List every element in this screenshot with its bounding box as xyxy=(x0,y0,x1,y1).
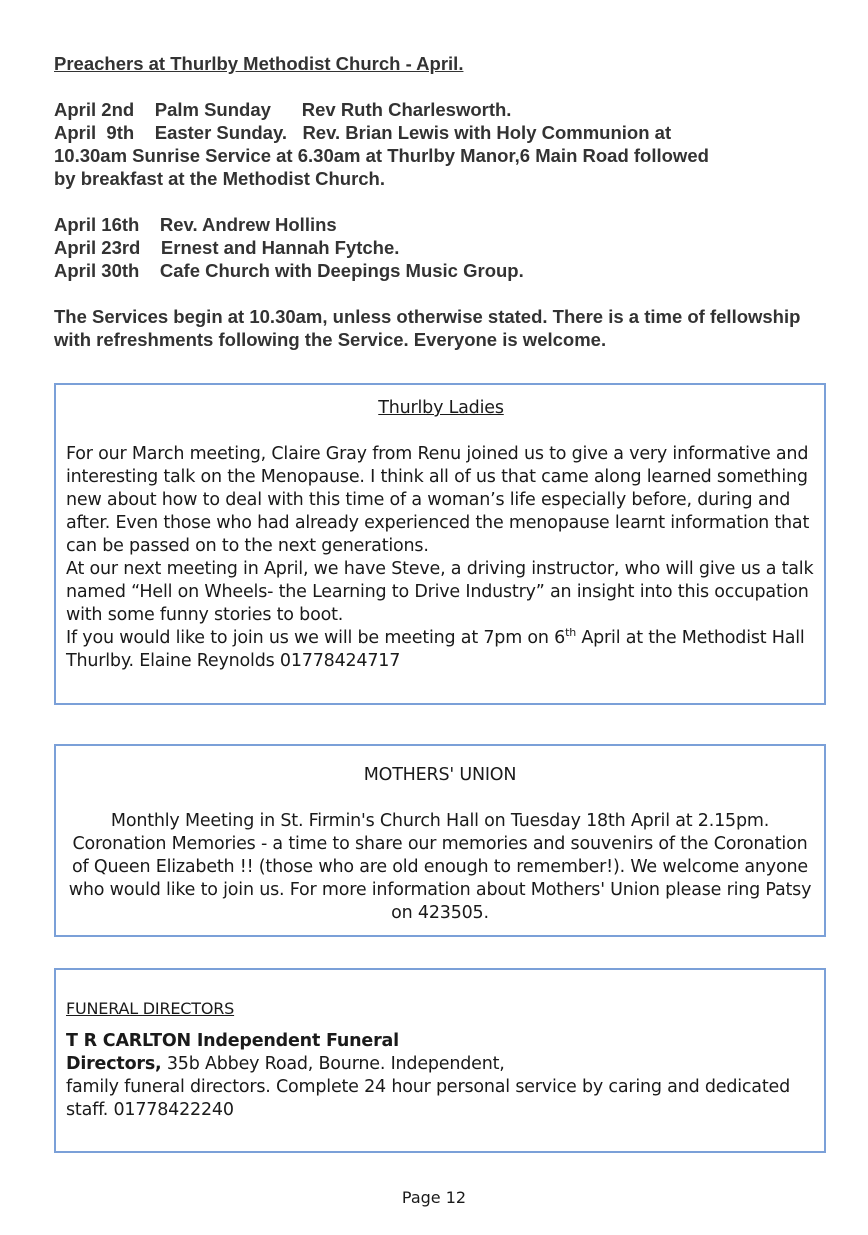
preacher-row: April 30th Cafe Church with Deepings Music Group. xyxy=(54,260,524,281)
funeral-directors-box xyxy=(54,968,826,1153)
para3-sup: th xyxy=(565,626,576,640)
mothers-union-box xyxy=(54,744,826,937)
funeral-name-line: T R CARLTON Independent Funeral xyxy=(66,1031,399,1051)
funeral-address: 35b Abbey Road, Bourne. Independent, xyxy=(161,1054,505,1074)
preacher-row: April 23rd Ernest and Hannah Fytche. xyxy=(54,237,400,258)
funeral-description: family funeral directors. Complete 24 hour personal service by caring and dedicated staff. 01778422240 xyxy=(66,1077,790,1120)
funeral-name-suffix: Directors, xyxy=(66,1054,162,1074)
thurlby-ladies-para-2: At our next meeting in April, we have Steve, a driving instructor, who will give us a talk named “Hell on Wheels- the Learning to Drive Industry” an insight into this occupation with some funny stories to boot. xyxy=(66,559,814,625)
para3-before: If you would like to join us we will be meeting at 7pm on 6 xyxy=(66,628,566,648)
services-note: The Services begin at 10.30am, unless otherwise stated. There is a time of fellowship with refreshments following the Service. Everyone is welcome. xyxy=(54,306,801,350)
funeral-address-line xyxy=(66,1053,816,1076)
thurlby-ladies-para-3 xyxy=(66,627,816,673)
preachers-title: Preachers at Thurlby Methodist Church - April. xyxy=(54,53,464,74)
mothers-union-body: Monthly Meeting in St. Firmin's Church Hall on Tuesday 18th April at 2.15pm. Coronation Memories - a time to share our memories and souvenirs of the Coronation of Queen Elizabeth !! (those who are old enough to remember!). We welcome anyone who would like to join us. For more information about Mothers' Union please ring Patsy on 423505. xyxy=(68,811,812,923)
preachers-section xyxy=(54,52,814,351)
preacher-row: April 16th Rev. Andrew Hollins xyxy=(54,214,337,235)
para3-after: April at the Methodist Hall Thurlby. Elaine Reynolds 01778424717 xyxy=(66,628,805,671)
thurlby-ladies-para-1: For our March meeting, Claire Gray from Renu joined us to give a very informative and interesting talk on the Menopause. I think all of us that came along learned something new about how to deal with this time of a woman’s life especially before, during and after. Even those who had already experienced the menopause learnt information that can be passed on to the next generations. xyxy=(66,444,810,556)
thurlby-ladies-box xyxy=(54,383,826,705)
page-number: Page 12 xyxy=(401,1188,467,1207)
mothers-union-heading: MOTHERS' UNION xyxy=(363,765,517,785)
funeral-directors-heading: FUNERAL DIRECTORS xyxy=(66,999,235,1018)
thurlby-ladies-heading: Thurlby Ladies xyxy=(378,398,504,418)
preacher-row: by breakfast at the Methodist Church. xyxy=(54,168,385,189)
preacher-row: 10.30am Sunrise Service at 6.30am at Thurlby Manor,6 Main Road followed xyxy=(54,145,709,166)
preacher-row: April 9th Easter Sunday. Rev. Brian Lewis with Holy Communion at xyxy=(54,122,672,143)
preacher-row: April 2nd Palm Sunday Rev Ruth Charlesworth. xyxy=(54,99,512,120)
